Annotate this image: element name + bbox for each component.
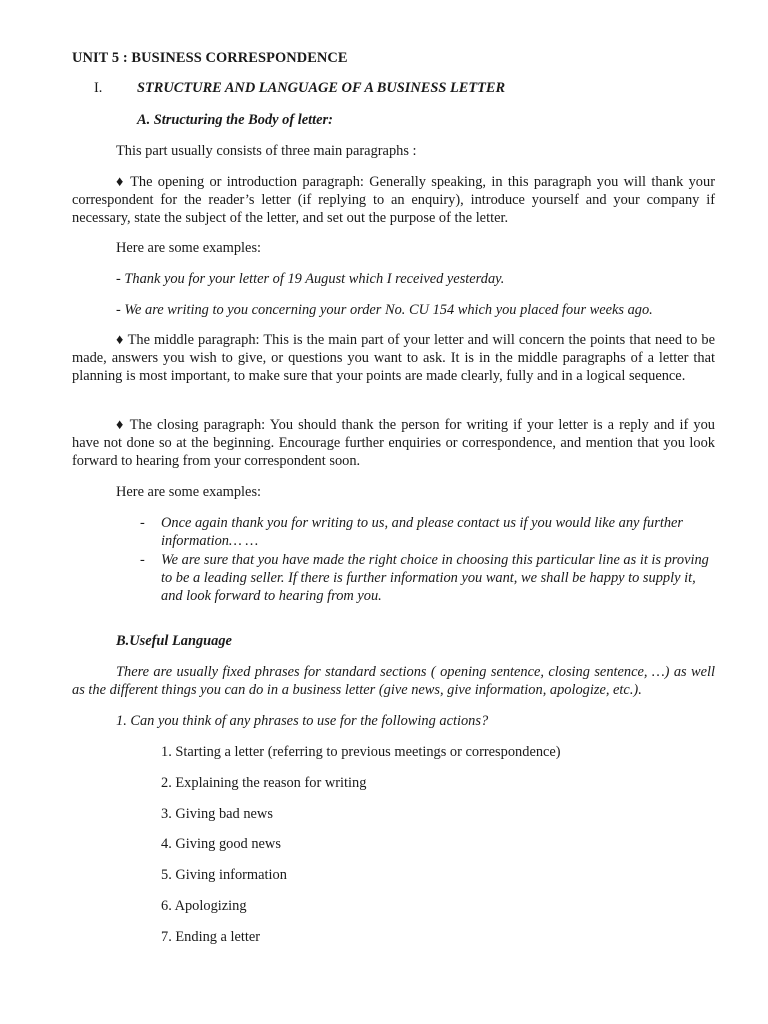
subsection-a-title: A. Structuring the Body of letter: — [137, 112, 333, 128]
dash-bullet: - — [140, 515, 145, 531]
dash-bullet: - — [140, 552, 145, 568]
list-item: 7. Ending a letter — [161, 929, 261, 945]
examples-label: Here are some examples: — [116, 484, 262, 500]
examples-label: Here are some examples: — [116, 240, 262, 256]
closing-examples-list — [140, 514, 715, 606]
question-line: 1. Can you think of any phrases to use for the following actions? — [116, 713, 489, 729]
list-item: 5. Giving information — [161, 867, 287, 883]
unit-title: UNIT 5 : BUSINESS CORRESPONDENCE — [72, 50, 348, 66]
useful-language-intro: There are usually fixed phrases for standard sections ( opening sentence, closing sentence, …) as well as the different things you can do in a business letter (give news, give information, apologize, etc.). — [72, 664, 715, 698]
list-item: 4. Giving good news — [161, 836, 281, 852]
list-item — [140, 514, 715, 550]
list-item-text: Once again thank you for writing to us, and please contact us if you would like any further information… … — [161, 515, 683, 549]
list-item: 3. Giving bad news — [161, 806, 273, 822]
list-item — [140, 551, 715, 605]
closing-paragraph: ♦ The closing paragraph: You should thank the person for writing if your letter is a reply and if you have not done so at the beginning. Encourage further enquiries or correspondence, and mention that you look forward to hearing from your correspondent soon. — [72, 417, 715, 469]
example-line: - Thank you for your letter of 19 August which I received yesterday. — [116, 271, 505, 287]
example-line: - We are writing to you concerning your order No. CU 154 which you placed four weeks ago. — [116, 302, 653, 318]
list-item: 2. Explaining the reason for writing — [161, 775, 367, 791]
section-number: I. — [94, 80, 103, 96]
opening-paragraph: ♦ The opening or introduction paragraph: Generally speaking, in this paragraph you will thank your correspondent for the reader’s letter (if replying to an enquiry), introduce yourself and your company if necessary, state the subject of the letter, and set out the purpose of the letter. — [72, 174, 715, 226]
list-item: 6. Apologizing — [161, 898, 247, 914]
list-item-text: We are sure that you have made the right choice in choosing this particular line as it is proving to be a leading seller. If there is further information you want, we shall be happy to supply it, and look forward to hearing from you. — [161, 552, 709, 604]
list-item: 1. Starting a letter (referring to previous meetings or correspondence) — [161, 744, 561, 760]
body-intro: This part usually consists of three main paragraphs : — [116, 143, 417, 159]
section-title: STRUCTURE AND LANGUAGE OF A BUSINESS LETTER — [137, 80, 506, 96]
middle-paragraph: ♦ The middle paragraph: This is the main part of your letter and will concern the points that need to be made, answers you wish to give, or questions you want to ask. It is in the middle paragraphs of a letter that planning is most important, to make sure that your points are made clearly, fully and in a logical sequence. — [72, 332, 715, 384]
subsection-b-title: B.Useful Language — [116, 633, 232, 649]
